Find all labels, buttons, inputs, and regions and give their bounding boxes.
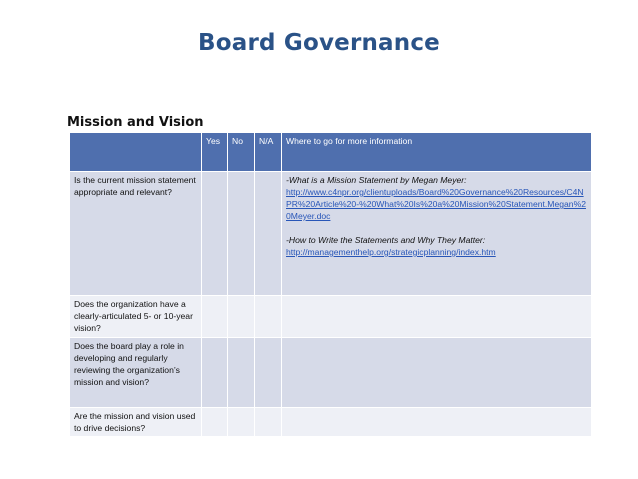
info-cell (282, 338, 592, 408)
header-na: N/A (255, 133, 282, 172)
yes-cell[interactable] (202, 172, 228, 296)
table-row (70, 296, 592, 338)
no-cell[interactable] (228, 172, 255, 296)
yes-cell[interactable] (202, 338, 228, 408)
table-row (70, 338, 592, 408)
governance-table (69, 132, 592, 437)
na-cell[interactable] (255, 172, 282, 296)
section-heading: Mission and Vision (67, 115, 204, 130)
reference-title: -How to Write the Statements and Why They Matter: (286, 235, 486, 245)
reference-link[interactable]: http://www.c4npr.org/clientuploads/Board%20Governance%20Resources/C4NPR%20Article%20-%20What%20Is%20a%20Mission%20Statement.Megan%20Meyer.doc (286, 187, 586, 221)
na-cell[interactable] (255, 296, 282, 338)
slide-title: Board Governance (198, 30, 440, 56)
no-cell[interactable] (228, 296, 255, 338)
no-cell[interactable] (228, 338, 255, 408)
yes-cell[interactable] (202, 408, 228, 437)
question-cell: Does the board play a role in developing and regularly reviewing the organization’s mission and vision? (70, 338, 202, 408)
question-cell: Are the mission and vision used to drive decisions? (70, 408, 202, 437)
info-cell (282, 408, 592, 437)
reference-link[interactable]: http://managementhelp.org/strategicplanning/index.htm (286, 247, 496, 257)
header-question (70, 133, 202, 172)
table-header-row (70, 133, 592, 172)
no-cell[interactable] (228, 408, 255, 437)
reference-title: -What is a Mission Statement by Megan Meyer: (286, 175, 467, 185)
question-cell: Is the current mission statement appropriate and relevant? (70, 172, 202, 296)
header-no: No (228, 133, 255, 172)
info-cell (282, 172, 592, 296)
info-cell (282, 296, 592, 338)
na-cell[interactable] (255, 338, 282, 408)
table-row (70, 172, 592, 296)
na-cell[interactable] (255, 408, 282, 437)
spacer (286, 222, 587, 234)
table-row (70, 408, 592, 437)
header-yes: Yes (202, 133, 228, 172)
yes-cell[interactable] (202, 296, 228, 338)
header-info: Where to go for more information (282, 133, 592, 172)
question-cell: Does the organization have a clearly-articulated 5- or 10-year vision? (70, 296, 202, 338)
